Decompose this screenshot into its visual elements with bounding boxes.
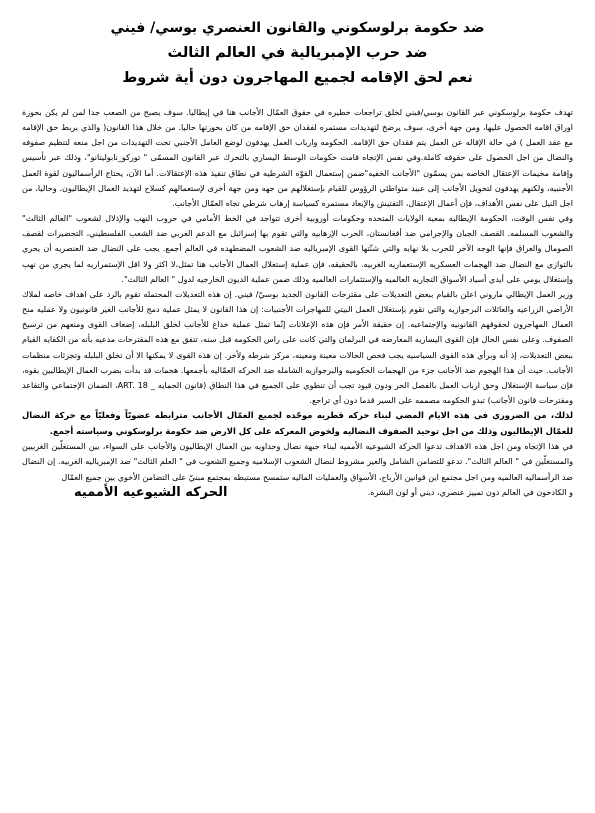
final-last-line: و الكادحون في العالم دون تمييز عنصري، ديني أو لون البشره. xyxy=(367,487,573,497)
title-line-2: ضد حرب الإمبريالية في العالم الثالث xyxy=(167,45,428,61)
final-block xyxy=(22,439,573,500)
title-line-3: نعم لحق الإقامه لجميع المهاجرون دون أية شروط xyxy=(122,70,473,86)
body-text xyxy=(22,105,573,501)
paragraph-3: وزير العمل الإيطالي ماروني اعلن بالقيام ببعض التعديلات على مقترحات القانون الجديد بوسيّ/ فيني. إن هذه التعديلات المحتمله تقوم بالرد على اهداف خاصه لملاك الأراضي الزراعيه والعائلات البرجوازيه والتي تقوم بإستغلال العمل البيتي للمهاجرات الأجنبيات: إن هذا القانون لا يمثل عملية دمج للأجانب الغير قانونيون ولا عمليه منح العمال المهاجرون لحقوقهم القانونيه والإجتماعيه. إن حقيقة الأمر فإن هذه الإعلانات إنّما تمثل عملية خداع للأجانب لخلق البلبله، إضعاف القوى ومنعهم من ترسيخ الصفوف. وعلى نفس الحال فإن القوى اليساريه المعارضه في البرلمان والتي كانت على راس الحكومه قبل سنه، تتفق مع هذه المقترحات مدعيه بأنه من الكفايه القيام ببعض التعديلات، إذ أنه وبرأي هذه القوى السياسيه يجب فحص الحالات معينة ومعينه، مركز شرطه ولأخر. إن هذه القوى لا يمكنها الا أن تخلق البلبله وتجزئات منظمات الأجانب. حيث أن هذا الهجوم ضد الأجانب جزء من الهجمات الحكوميه والبرجوازيه الشامله ضد الحركه العمّاليه بأجمعها. هجمات قد بدأت بضرب العمال الإيطاليين بقوه، فإن سياسة الإستغلال وحق ارباب العمل بالفصل الحر ودون قيود تجب أن تنطوي على الجميع في هذا النطاق (قانون الحمايه _ ART. 18، الضمان الإجتماعي والتقاعد ومقترحات قانون الأجانب) تبدو الحكومه مصممه على السير قدما دون أي تراجع. xyxy=(22,289,573,405)
title-line-1: ضد حكومة برلوسكوني والقانون العنصري بوسي/ فيني xyxy=(110,20,485,36)
last-line-row xyxy=(22,485,573,501)
final-paragraph: في هذا الإتجاه ومن اجل هذه الاهداف تدعوا الحركة الشيوعيه الأمميه لبناء جبهة نضال وحداويه بين العمال الإيطاليون والأجانب على السواء، بين المستغلّين الغربيين والمستغلّين في " العالم الثالث". تدعو للتضامن الشامل والغير مشروط لنضال الشعوب الإسلاميه وجميع الشعوب في " العلم الثالث" ضد الإمبرياليه الغربيه. إن النضال ضد الرأسماليه العالميه ومن اجل مجتمع اين قوانين الأرباح، الأسواق والعمليات الماليه ستمسح مستبطه بمجتمع مبنيّ على التضامن الأخوي بين جميع العمّال xyxy=(22,442,573,482)
bold-call-paragraph: لذلك، من الضروري في هذه الايام المضي لبناء حركه قطريه موحّده لجميع العمّال الأجانب مترابطه عضويّاً وفعليّاً مع حركة النضال للعمّال الإيطاليون وذلك من اجل توحيد الصفوف النضاليه ولخوض المعركه على كل الارض ضد حكومة برلوسكوني وسياسته أجمع. xyxy=(22,410,573,436)
title-block xyxy=(22,16,573,91)
signature: الحركه الشيوعيه الأمميه xyxy=(74,484,228,500)
paragraph-2: وفي نفس الوقت، الحكومة الإيطاليه بمعية الولايات المتحده وحكومات أوروبية أخرى تتواجد في الخط الأمامي في حروب النهب والإذلال لشعوب "العالم الثالث" والشعوب المسلمه. القصف الجبان والإجرامي ضد أفغانستان، الحرب الإرهابيه والتي تقوم بها إسرائيل مع الدعم الغربي ضد الشعب الفلسطيني، التحضيرات لقصف الصومال والعراق فإنها الوجه الآخر للحرب بلا نهايه والتي شنّتها القوى الإمبرياليه ضد الشعوب المضطهده في العالم أجمع. يجب على النضال ضد العنصريه أن يجري بالتوازي مع النضال ضد الهجمات العسكريه الإستعماريه الغربيه. بالحقيقه، فإن عملية إستغلال العمال الأجانب هنا تمثل،لا اكثر ولا اقل الإستمراريه لما يجري من نهب وإستغلال يومي على أيدي أسياد الأسواق التجاريه العالميه والإستثمارات العالميه وذلك ضمن عملية الديون الخارجيه لدول " العالم الثالث". xyxy=(22,214,573,284)
paragraph-1: تهدف حكومة برلوسكوني عبر القانون بوسي/فيني لخلق تراجعات خطيره في حقوق العمّال الأجانب هنا في إيطاليا. سوف يصبح من الصعب جدا لمن لم يكن بحوزة اوراق اقامه الحصول عليها، ومن جهة أخرى، سوف يرضخ لتهديدات مستمره لفقدان حق الإقامه من كان بحوزتها حاليا. من خلال هذا القانون( والذي يربط حق الإقامه مع عقد العمل ) في حالة الإقاله عن العمل يتم فقدان حق الإقامه. الحكومه وارباب العمل يهدفون لوضع العامل الأجنبي تحت التهديدات من اجل منعه لتنظيم صفوفه والنضال من اجل الحصول على حقوقه كاملة.وفي نفس الإتجاه قامت حكومات الوسط اليساري بالتحرك عبر القانون المسمّى " توركو_نابوليتانو"، وذلك عبر تأسيس وإقامة مخيمات الإعتقال الخاصه بمن يسمّون "الأجانب الخفيه"ضمن إستعمال القوّه الشرطيه في نطاق تنفيذ هذه الإعتقالات. أما الآن، يحتاج الرأسماليون لقوة العمل الأجنبيه، ولكنهم يهدفون لتحويل الأجانب إلى عبيد متواطئي الرؤوس للقيام بإستغلالهم من جهه ومن جهة أخرى لإستعمالهم كسلاح لتهديد العمال الإيطاليون. وحاليا، من اجل النيل على نفس الأهداف، فإن أعمال الإعتقال، التفتيش والإبعاد مستمره كسياسة إرهاب شرطي تجاه العمّال الأجانب. xyxy=(22,108,573,208)
